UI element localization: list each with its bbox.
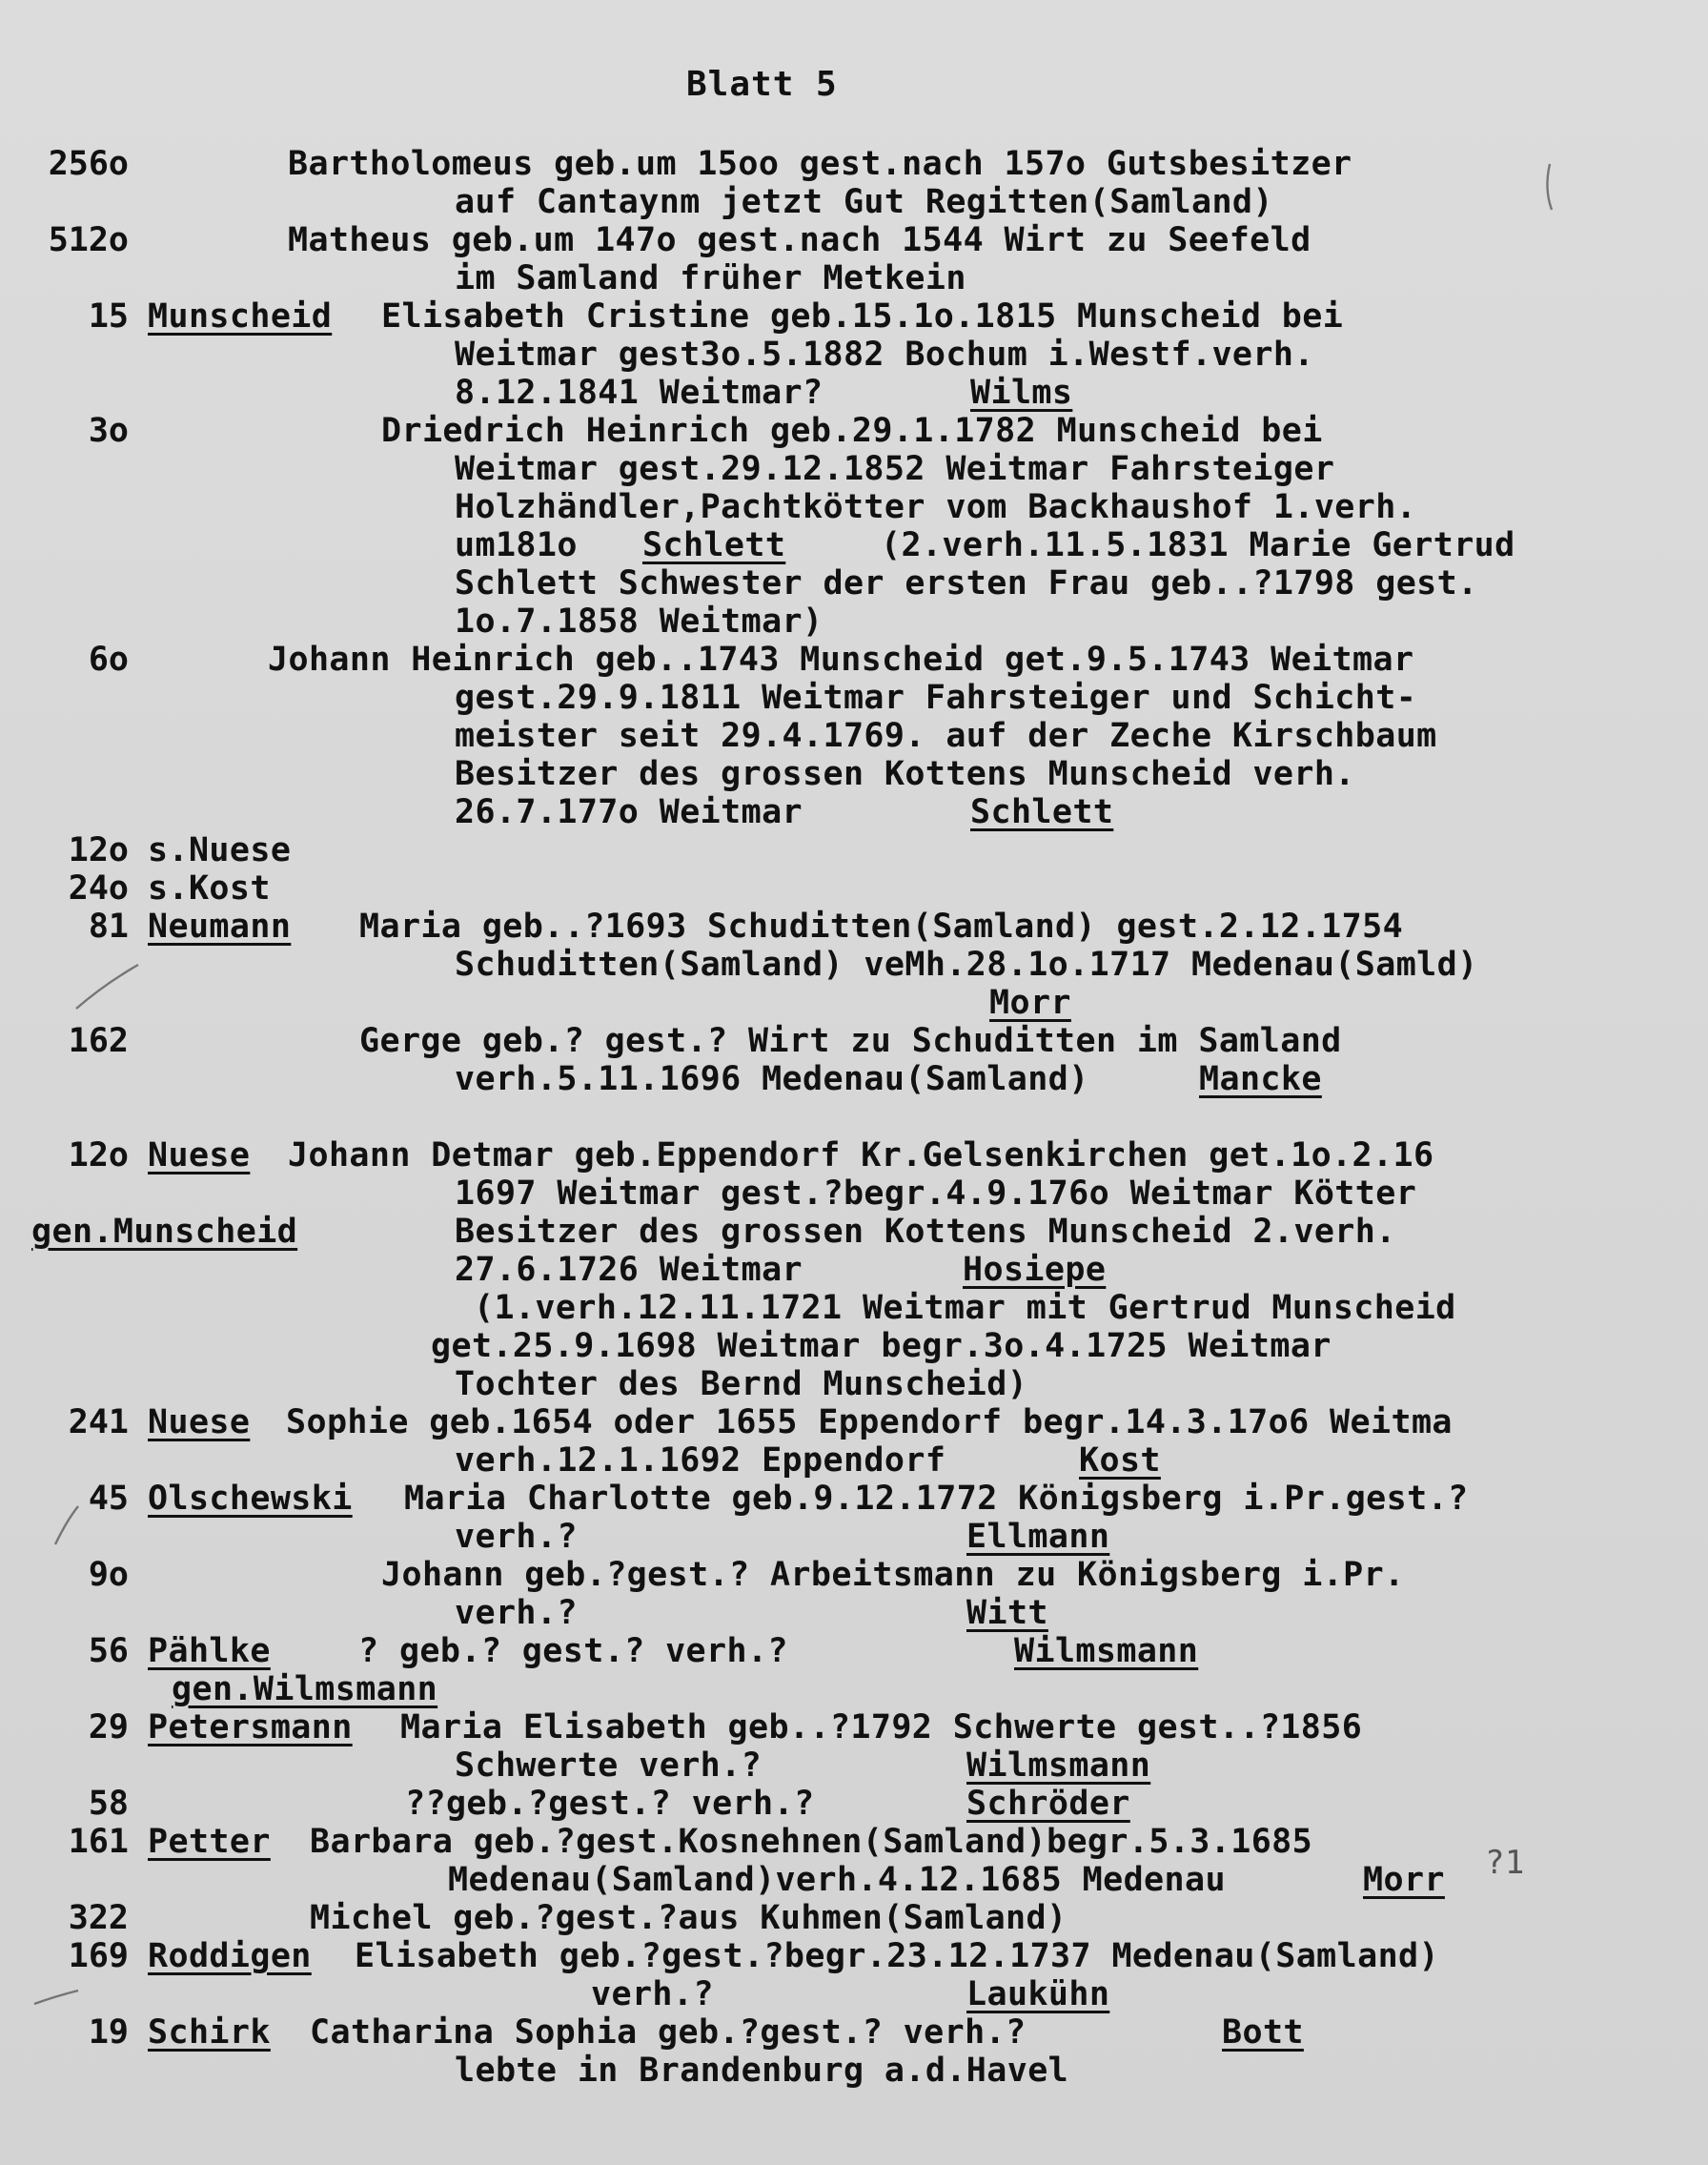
surname: Roddigen xyxy=(148,1937,312,1975)
entry-line: s.Nuese xyxy=(148,831,292,869)
entry-number: 81 xyxy=(88,908,129,946)
entry-line: Maria geb..?1693 Schuditten(Samland) gest.2.12.1754 xyxy=(359,908,1404,946)
entry-line: Schlett Schwester der ersten Frau geb..?1798 gest. xyxy=(455,564,1478,603)
entry-number: 45 xyxy=(88,1480,129,1518)
entry-line: Weitmar gest.29.12.1852 Weitmar Fahrsteiger xyxy=(455,450,1335,488)
entry-number: 9o xyxy=(88,1556,129,1594)
entry-line: Matheus geb.um 147o gest.nach 1544 Wirt zu Seefeld xyxy=(288,221,1312,259)
entry-number: 162 xyxy=(68,1022,129,1060)
entry-line: (2.verh.11.5.1831 Marie Gertrud xyxy=(881,526,1515,564)
entry-line: 8.12.1841 Weitmar? xyxy=(455,374,824,412)
entry-line: Sophie geb.1654 oder 1655 Eppendorf begr.14.3.17o6 Weitma xyxy=(286,1403,1453,1441)
alias-name: gen.Wilmsmann xyxy=(172,1670,438,1708)
entry-line: Schuditten(Samland) veMh.28.1o.1717 Medenau(Samld) xyxy=(455,946,1478,984)
entry-line: verh.? xyxy=(455,1594,578,1632)
spouse-name: Wilmsmann xyxy=(966,1746,1151,1785)
entry-number: 3o xyxy=(88,412,129,450)
entry-line: Maria Charlotte geb.9.12.1772 Königsberg i.Pr.gest.? xyxy=(404,1480,1469,1518)
entry-line: Weitmar gest3o.5.1882 Bochum i.Westf.verh. xyxy=(455,336,1314,374)
entry-line: verh.? xyxy=(591,1975,714,2013)
entry-line: ??geb.?gest.? verh.? xyxy=(405,1785,815,1823)
spouse-name: Schlett xyxy=(970,793,1114,831)
entry-number: 161 xyxy=(68,1823,129,1861)
entry-line: auf Cantaynm jetzt Gut Regitten(Samland) xyxy=(455,183,1273,221)
entry-line: verh.5.11.1696 Medenau(Samland) xyxy=(455,1060,1089,1098)
entry-number: 169 xyxy=(68,1937,129,1975)
entry-line: s.Kost xyxy=(148,869,271,908)
entry-line: ? geb.? gest.? verh.? xyxy=(358,1632,788,1670)
spouse-name: Ellmann xyxy=(966,1518,1110,1556)
entry-line: verh.? xyxy=(455,1518,578,1556)
spouse-name: Schröder xyxy=(966,1785,1130,1823)
spouse-name: Schlett xyxy=(642,526,786,564)
entry-line: Holzhändler,Pachtkötter vom Backhaushof 1.verh. xyxy=(455,488,1417,526)
entry-line: um181o xyxy=(455,526,578,564)
entry-number: 12o xyxy=(68,1136,129,1174)
entry-line: Schwerte verh.? xyxy=(455,1746,762,1785)
entry-line: Maria Elisabeth geb..?1792 Schwerte gest..?1856 xyxy=(400,1708,1363,1746)
entry-line: Johann Detmar geb.Eppendorf Kr.Gelsenkirchen get.1o.2.16 xyxy=(288,1136,1434,1174)
surname: Pählke xyxy=(148,1632,271,1670)
surname: Munscheid xyxy=(148,297,333,336)
entry-number: 58 xyxy=(88,1785,129,1823)
entry-line: im Samland früher Metkein xyxy=(455,259,966,297)
spouse-name: Hosiepe xyxy=(963,1251,1107,1289)
entry-line: verh.12.1.1692 Eppendorf xyxy=(455,1441,946,1480)
entry-line: Catharina Sophia geb.?gest.? verh.? xyxy=(310,2013,1027,2052)
entry-number: 56 xyxy=(88,1632,129,1670)
entry-number: 6o xyxy=(88,641,129,679)
entry-line: Johann Heinrich geb..1743 Munscheid get.9.5.1743 Weitmar xyxy=(268,641,1414,679)
surname: Petter xyxy=(148,1823,271,1861)
entry-line: 1o.7.1858 Weitmar) xyxy=(455,603,824,641)
entry-line: Elisabeth Cristine geb.15.1o.1815 Munscheid bei xyxy=(381,297,1344,336)
surname: Nuese xyxy=(148,1136,251,1174)
entry-number: 322 xyxy=(68,1899,129,1937)
margin-note: ?1 xyxy=(1485,1844,1525,1882)
surname: Nuese xyxy=(148,1403,251,1441)
entry-line: Besitzer des grossen Kottens Munscheid verh. xyxy=(455,755,1355,793)
surname: Neumann xyxy=(148,908,292,946)
entry-number: 256o xyxy=(48,145,129,183)
spouse-name: Mancke xyxy=(1199,1060,1322,1098)
entry-line: (1.verh.12.11.1721 Weitmar mit Gertrud Munscheid xyxy=(474,1289,1456,1327)
surname: Petersmann xyxy=(148,1708,353,1746)
surname: Schirk xyxy=(148,2013,271,2052)
entry-number: 12o xyxy=(68,831,129,869)
page-title: Blatt 5 xyxy=(686,65,838,104)
surname: Olschewski xyxy=(148,1480,353,1518)
entry-number: 241 xyxy=(68,1403,129,1441)
entry-line: Driedrich Heinrich geb.29.1.1782 Munscheid bei xyxy=(381,412,1323,450)
spouse-name: Morr xyxy=(989,984,1071,1022)
entry-line: gest.29.9.1811 Weitmar Fahrsteiger und Schicht- xyxy=(455,679,1417,717)
spouse-name: Wilmsmann xyxy=(1014,1632,1199,1670)
entry-number: 24o xyxy=(68,869,129,908)
entry-line: lebte in Brandenburg a.d.Havel xyxy=(455,2052,1069,2090)
spouse-name: Laukühn xyxy=(966,1975,1110,2013)
spouse-name: Kost xyxy=(1079,1441,1161,1480)
entry-line: Bartholomeus geb.um 15oo gest.nach 157o Gutsbesitzer xyxy=(288,145,1352,183)
entry-line: 26.7.177o Weitmar xyxy=(455,793,803,831)
spouse-name: Morr xyxy=(1363,1861,1445,1899)
entry-line: Michel geb.?gest.?aus Kuhmen(Samland) xyxy=(310,1899,1068,1937)
entry-line: Johann geb.?gest.? Arbeitsmann zu Königsberg i.Pr. xyxy=(381,1556,1405,1594)
entry-line: Besitzer des grossen Kottens Munscheid 2.verh. xyxy=(455,1213,1396,1251)
entry-number: 15 xyxy=(88,297,129,336)
entry-line: Gerge geb.? gest.? Wirt zu Schuditten im Samland xyxy=(359,1022,1342,1060)
entry-line: Elisabeth geb.?gest.?begr.23.12.1737 Medenau(Samland) xyxy=(355,1937,1440,1975)
entry-line: get.25.9.1698 Weitmar begr.3o.4.1725 Weitmar xyxy=(431,1327,1332,1365)
entry-number: 29 xyxy=(88,1708,129,1746)
entry-number: 512o xyxy=(48,221,129,259)
spouse-name: Bott xyxy=(1222,2013,1304,2052)
entry-line: 1697 Weitmar gest.?begr.4.9.176o Weitmar Kötter xyxy=(455,1174,1417,1213)
entry-line: Medenau(Samland)verh.4.12.1685 Medenau xyxy=(448,1861,1226,1899)
spouse-name: Wilms xyxy=(970,374,1073,412)
entry-line: meister seit 29.4.1769. auf der Zeche Kirschbaum xyxy=(455,717,1437,755)
entry-line: Tochter des Bernd Munscheid) xyxy=(455,1365,1028,1403)
entry-line: 27.6.1726 Weitmar xyxy=(455,1251,803,1289)
entry-number: 19 xyxy=(88,2013,129,2052)
alias-name: gen.Munscheid xyxy=(31,1213,298,1251)
spouse-name: Witt xyxy=(966,1594,1048,1632)
entry-line: Barbara geb.?gest.Kosnehnen(Samland)begr.5.3.1685 xyxy=(310,1823,1313,1861)
